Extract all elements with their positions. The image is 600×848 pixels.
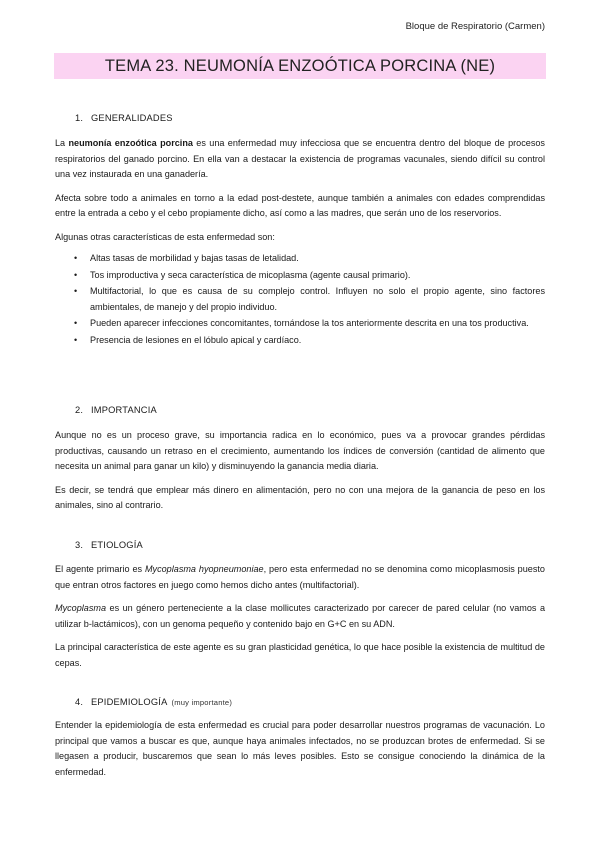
term-italic: Mycoplasma — [55, 603, 107, 613]
section-body-generalidades — [55, 136, 545, 349]
text-run: La — [55, 138, 69, 148]
paragraph: Algunas otras características de esta enfermedad son: — [55, 231, 275, 242]
page-title: TEMA 23. NEUMONÍA ENZOÓTICA PORCINA (NE) — [54, 53, 546, 79]
paragraph: Es decir, se tendrá que emplear más dinero en alimentación, pero no con una mejora de la ganancia de peso en los animales, sino al contrario. — [55, 484, 545, 510]
bullet-list — [55, 251, 545, 348]
list-item: • Tos improductiva y seca característica de micoplasma (agente causal primario). — [55, 268, 545, 284]
section-note: (muy importante) — [171, 698, 233, 707]
section-title: ETIOLOGÍA — [91, 540, 143, 550]
paragraph: Aunque no es un proceso grave, su importancia radica en lo económico, pues va a provocar grandes pérdidas productivas, causando un retraso en el crecimiento, aumentando los índices de conversión (cantidad de alimento que necesita un animal para ganar un kilo) y disminuyendo la ganancia media diaria. — [55, 430, 545, 471]
list-item: • Presencia de lesiones en el lóbulo apical y cardíaco. — [55, 333, 545, 349]
section-body-importancia — [55, 428, 545, 514]
list-item: • Multifactorial, lo que es causa de su complejo control. Influyen no solo el propio agente, sino factores ambientales, de manejo y del propio individuo. — [55, 284, 545, 315]
section-heading-etiologia — [75, 540, 143, 550]
running-header: Bloque de Respiratorio (Carmen) — [405, 21, 545, 32]
section-title: IMPORTANCIA — [91, 405, 157, 415]
section-title: GENERALIDADES — [91, 113, 173, 123]
section-number: 1. — [75, 113, 84, 123]
section-title: EPIDEMIOLOGÍA — [91, 697, 168, 707]
list-item: • Pueden aparecer infecciones concomitantes, tornándose la tos anteriormente descrita en una tos productiva. — [55, 316, 545, 332]
paragraph — [55, 562, 545, 593]
paragraph: Entender la epidemiología de esta enfermedad es crucial para poder desarrollar nuestros programas de vacunación. Lo principal que vamos a buscar es que, aunque haya animales infectados, no se produzcan brotes de enfermedad. Si se llegasen a producir, buscaremos que sean lo más leves posibles. Esto se consigue conociendo la dinámica de la enfermedad. — [55, 720, 545, 777]
paragraph — [55, 601, 545, 632]
section-number: 3. — [75, 540, 84, 550]
section-number: 2. — [75, 405, 84, 415]
section-number: 4. — [75, 697, 84, 707]
paragraph: Afecta sobre todo a animales en torno a la edad post-destete, aunque también a animales con edades comprendidas entre la entrada a cebo y el cebo propiamente dicho, así como a las madres, que serán uno de los reservorios. — [55, 192, 545, 218]
text-run: es un género perteneciente a la clase mollicutes caracterizado por carecer de pared celular (no vamos a utilizar b-lactámicos), con un genoma pequeño y contenido bajo en G+C en su ADN. — [55, 603, 545, 629]
list-item: • Altas tasas de morbilidad y bajas tasas de letalidad. — [55, 251, 545, 267]
paragraph: La principal característica de este agente es su gran plasticidad genética, lo que hace posible la existencia de multitud de cepas. — [55, 642, 545, 668]
section-body-epidemiologia — [55, 718, 545, 780]
term-italic: Mycoplasma hyopneumoniae — [144, 564, 264, 574]
text-run: , pero esta enfermedad no se denomina como micoplasmosis puesto que entran otros factores en juego como hemos dicho antes (multifactorial). — [55, 564, 545, 590]
text-run: El agente primario es — [55, 564, 145, 574]
section-body-etiologia — [55, 562, 545, 671]
text-run: es una enfermedad muy infecciosa que se encuentra dentro del bloque de procesos respiratorios del ganado porcino. En ella van a destacar la existencia de programas vacunales, siendo difícil su control una vez instaurada en una ganadería. — [55, 138, 545, 179]
term-bold: neumonía enzoótica porcina — [68, 138, 193, 148]
paragraph — [55, 136, 545, 183]
section-heading-generalidades — [75, 113, 173, 123]
section-heading-epidemiologia — [75, 697, 232, 707]
section-heading-importancia — [75, 405, 157, 415]
